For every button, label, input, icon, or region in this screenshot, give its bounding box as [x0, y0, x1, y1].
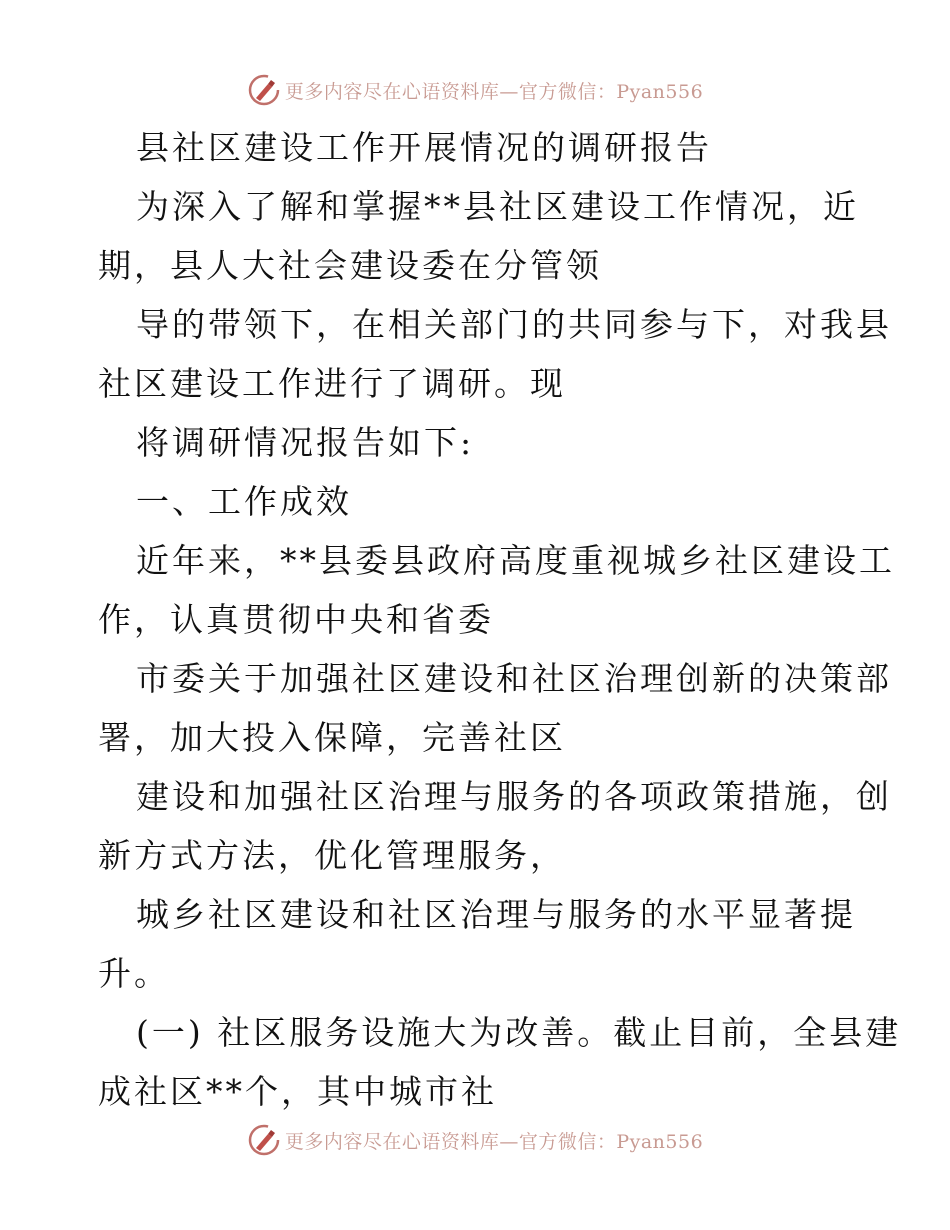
- pen-logo-icon: [247, 73, 281, 107]
- paragraph-line: 期，县人大社会建设委在分管领: [98, 246, 602, 285]
- paragraph-line: 社区建设工作进行了调研。现: [98, 364, 566, 403]
- paragraph-line: 新方式方法，优化管理服务，: [98, 836, 566, 875]
- header-watermark-banner: [0, 70, 950, 110]
- paragraph-line: 为深入了解和掌握**县社区建设工作情况，近: [136, 187, 859, 226]
- banner-text: 更多内容尽在心语资料库—官方微信：Pyan556: [284, 80, 704, 103]
- paragraph-line: 城乡社区建设和社区治理与服务的水平显著提: [136, 895, 856, 934]
- pen-logo-icon: [247, 1123, 281, 1157]
- paragraph-line: 一、工作成效: [136, 482, 352, 521]
- paragraph-line: 成社区**个，其中城市社: [98, 1072, 497, 1111]
- document-body: [98, 118, 902, 1121]
- banner-text: 更多内容尽在心语资料库—官方微信：Pyan556: [284, 1130, 704, 1153]
- paragraph-line: 将调研情况报告如下:: [136, 423, 475, 462]
- paragraph-line: 升。: [98, 954, 170, 993]
- paragraph-line: 建设和加强社区治理与服务的各项政策措施，创: [136, 777, 892, 816]
- paragraph-line: 作，认真贯彻中央和省委: [98, 600, 494, 639]
- paragraph-line: 近年来，**县委县政府高度重视城乡社区建设工: [136, 541, 895, 580]
- paragraph-line: 导的带领下，在相关部门的共同参与下，对我县: [136, 305, 892, 344]
- paragraph-line: 市委关于加强社区建设和社区治理创新的决策部: [136, 659, 892, 698]
- paragraph-line: 县社区建设工作开展情况的调研报告: [136, 128, 712, 167]
- footer-watermark-banner: [0, 1120, 950, 1160]
- paragraph-line: 署，加大投入保障，完善社区: [98, 718, 566, 757]
- paragraph-line: (一) 社区服务设施大为改善。截止目前，全县建: [136, 1013, 902, 1052]
